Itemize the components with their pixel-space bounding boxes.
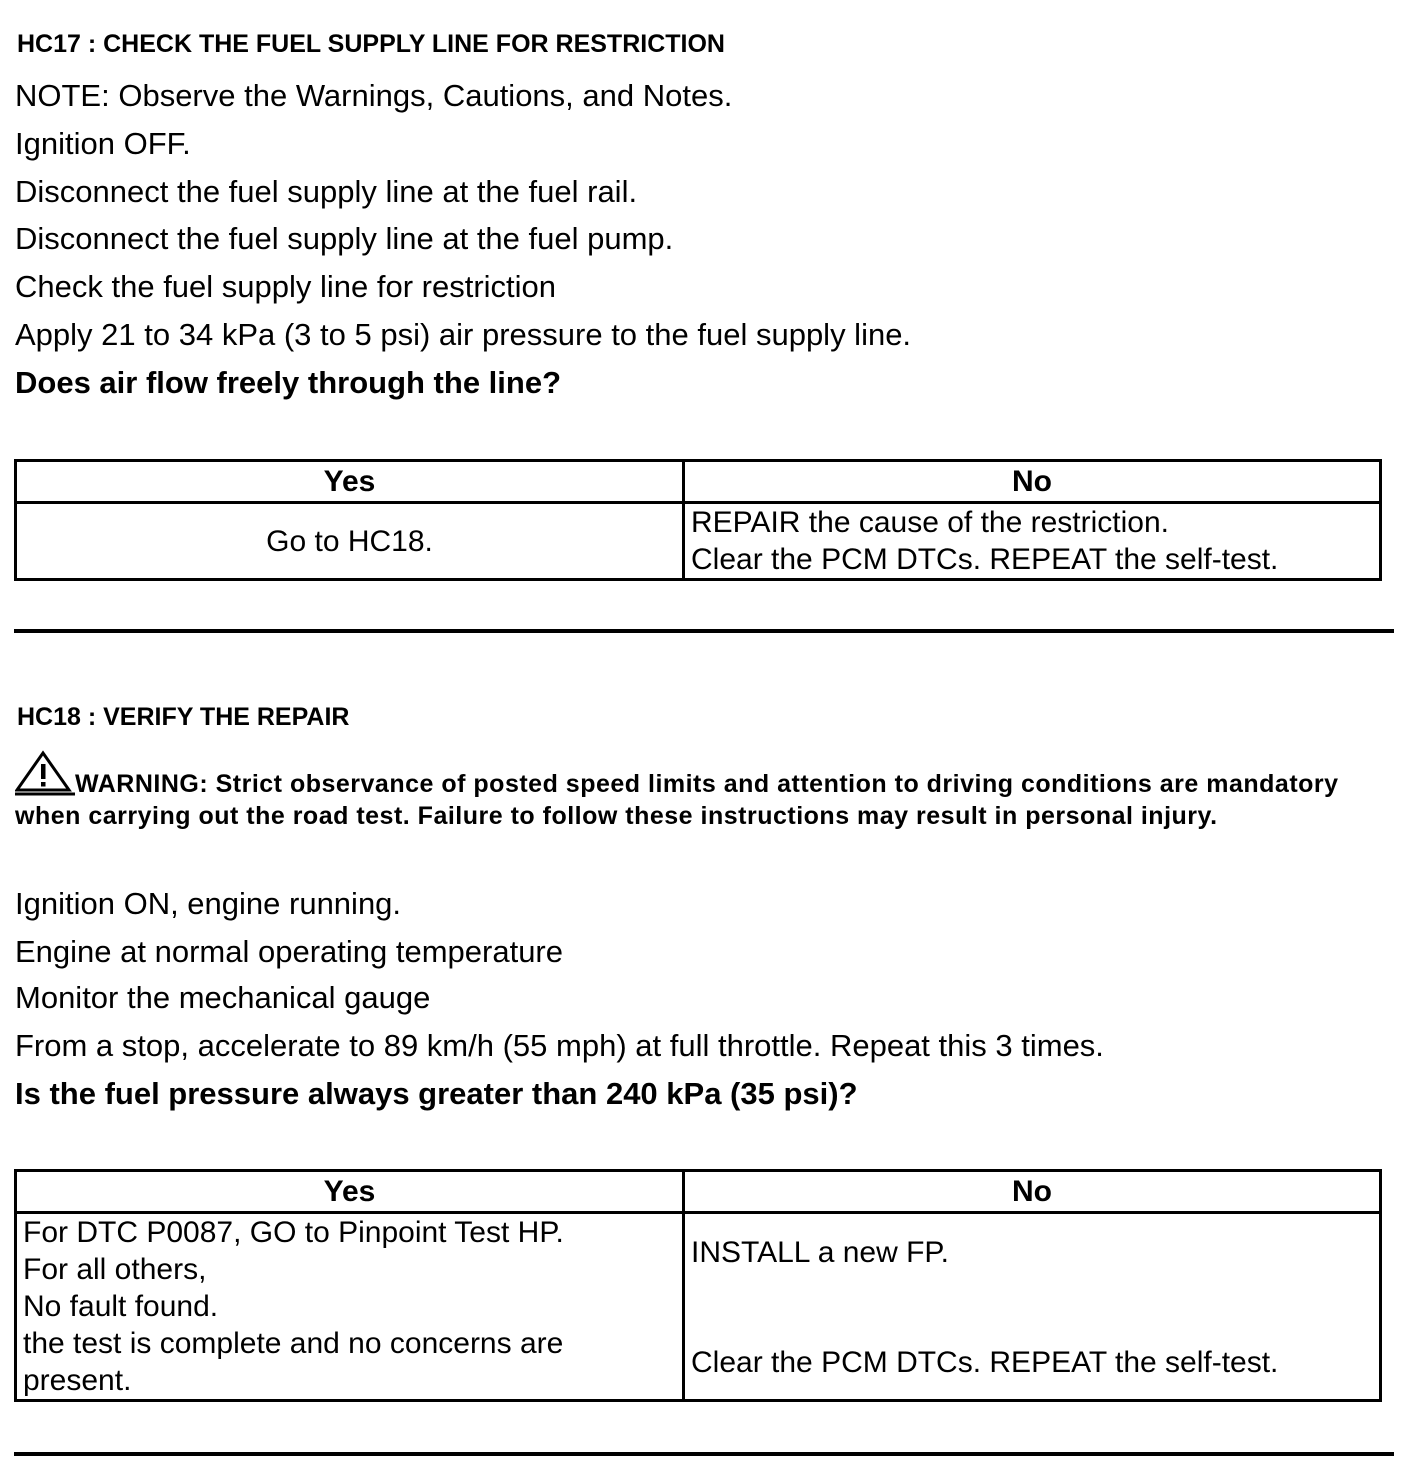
hc17-title: HC17 : CHECK THE FUEL SUPPLY LINE FOR RESTRICTION (17, 30, 725, 58)
hc17-question: Does air flow freely through the line? (15, 365, 562, 400)
no-cell (684, 1213, 1381, 1401)
hc17-step-1: NOTE: Observe the Warnings, Cautions, and Notes. (15, 78, 733, 113)
no-line-2: Clear the PCM DTCs. REPEAT the self-test. (691, 1346, 1279, 1379)
no-line-2: Clear the PCM DTCs. REPEAT the self-test. (691, 543, 1279, 576)
hc18-step-4: From a stop, accelerate to 89 km/h (55 mph) at full throttle. Repeat this 3 times. (15, 1028, 1104, 1063)
hc18-question: Is the fuel pressure always greater than 240 kPa (35 psi)? (15, 1076, 858, 1111)
no-cell (684, 503, 1381, 580)
hc18-title: HC18 : VERIFY THE REPAIR (17, 703, 350, 731)
hc18-step-2: Engine at normal operating temperature (15, 934, 563, 969)
yes-header: Yes (16, 1171, 684, 1213)
yes-cell (16, 1213, 684, 1401)
hc17-step-6: Apply 21 to 34 kPa (3 to 5 psi) air pressure to the fuel supply line. (15, 317, 912, 352)
hc17-step-4: Disconnect the fuel supply line at the fuel pump. (15, 221, 674, 256)
hc17-step-5: Check the fuel supply line for restriction (15, 269, 557, 304)
warning-triangle-icon (15, 750, 75, 798)
hc18-yes-no-table (14, 1169, 1382, 1402)
hc18-step-1: Ignition ON, engine running. (15, 886, 402, 921)
yes-line-1: For DTC P0087, GO to Pinpoint Test HP. (23, 1216, 564, 1249)
table-header-row (16, 1171, 1381, 1213)
yes-line-2: For all others, (23, 1253, 207, 1286)
no-header: No (684, 461, 1381, 503)
no-line-1: INSTALL a new FP. (691, 1236, 949, 1269)
no-line-1: REPAIR the cause of the restriction. (691, 506, 1169, 539)
hc17-step-2: Ignition OFF. (15, 126, 191, 161)
table-row (16, 1213, 1381, 1401)
table-row (16, 503, 1381, 580)
yes-line-5: present. (23, 1364, 132, 1397)
hc18-step-3: Monitor the mechanical gauge (15, 980, 431, 1015)
no-header: No (684, 1171, 1381, 1213)
warning-block (15, 750, 1355, 832)
hc17-step-3: Disconnect the fuel supply line at the fuel rail. (15, 174, 638, 209)
warning-text: Strict observance of posted speed limits and attention to driving conditions are mandatory when carrying out the road test. Failure to follow these instructions may result in personal injury. (15, 770, 1339, 830)
hc17-yes-no-table (14, 459, 1382, 581)
yes-header: Yes (16, 461, 684, 503)
yes-line-4: the test is complete and no concerns are (23, 1327, 564, 1360)
section-divider (14, 629, 1394, 633)
table-header-row (16, 461, 1381, 503)
warning-label: WARNING: (75, 770, 209, 798)
section-divider (14, 1452, 1394, 1456)
yes-cell: Go to HC18. (16, 503, 684, 580)
yes-line-3: No fault found. (23, 1290, 219, 1323)
